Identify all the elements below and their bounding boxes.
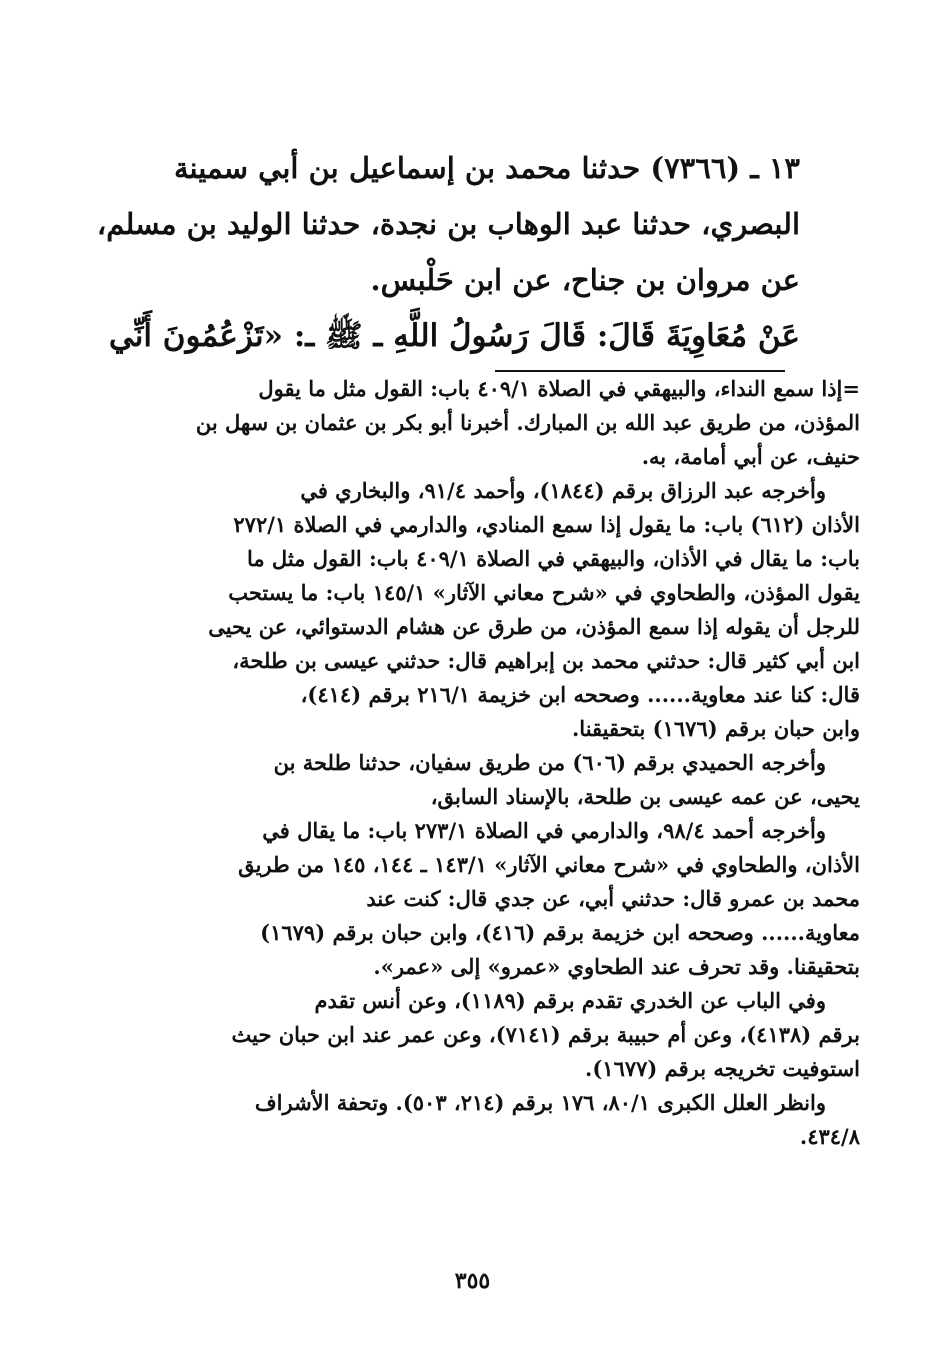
footnote-line: يقول المؤذن، والطحاوي في «شرح معاني الآثار» ١٤٥/١ باب: ما يستحب bbox=[228, 580, 860, 605]
footnote-line: =إذا سمع النداء، والبيهقي في الصلاة ٤٠٩/١ باب: القول مثل ما يقول bbox=[258, 376, 860, 401]
footnote-line: للرجل أن يقوله إذا سمع المؤذن، من طرق عن هشام الدستوائي، عن يحيى bbox=[208, 614, 860, 639]
footnote-line: ٤٣٤/٨. bbox=[799, 1124, 860, 1149]
footnote-line: قال: كنا عند معاوية...... وصححه ابن خزيمة ٢١٦/١ برقم (٤١٤)، bbox=[300, 682, 860, 707]
footnote-line: وانظر العلل الكبرى ٨٠/١، ١٧٦ برقم (٢١٤، ٥٠٣). وتحفة الأشراف bbox=[254, 1090, 826, 1115]
footnote-paragraph-4 bbox=[160, 814, 860, 984]
footnote-line: المؤذن، من طريق عبد الله بن المبارك. أخبرنا أبو بكر بن عثمان بن سهل بن bbox=[195, 410, 860, 435]
footnote-line: يحيى، عن عمه عيسى بن طلحة، بالإسناد السابق، bbox=[430, 784, 860, 809]
footnote-line: بتحقيقنا. وقد تحرف عند الطحاوي «عمرو» إلى «عمر». bbox=[373, 954, 860, 979]
main-text-line-3: عن مروان بن جناح، عن ابن حَلْبس. bbox=[370, 263, 800, 297]
hadith-text-line: عَنْ مُعَاوِيَةَ قَالَ: قَالَ رَسُولُ اللَّهِ ـ ﷺ ـ: «تَزْعُمُونَ أَنِّي bbox=[108, 318, 800, 354]
footnote-paragraph-5 bbox=[160, 984, 860, 1086]
footnote-line: برقم (٤١٣٨)، وعن أم حبيبة برقم (٧١٤١)، وعن عمر عند ابن حبان حيث bbox=[231, 1022, 860, 1047]
footnote-line: معاوية...... وصححه ابن خزيمة برقم (٤١٦)، وابن حبان برقم (١٦٧٩) bbox=[260, 920, 860, 945]
footnote-paragraph-6 bbox=[160, 1086, 860, 1154]
hadith-chain-text bbox=[96, 140, 800, 308]
footnote-line: وأخرجه أحمد ٩٨/٤، والدارمي في الصلاة ٢٧٣/١ باب: ما يقال في bbox=[262, 818, 826, 843]
main-text-line-2: البصري، حدثنا عبد الوهاب بن نجدة، حدثنا الوليد بن مسلم، bbox=[96, 207, 800, 241]
footnote-line: وأخرجه عبد الرزاق برقم (١٨٤٤)، وأحمد ٩١/٤، والبخاري في bbox=[300, 478, 826, 503]
footnote-line: محمد بن عمرو قال: حدثني أبي، عن جدي قال: كنت عند bbox=[366, 886, 860, 911]
footnote-line: الأذان (٦١٢) باب: ما يقول إذا سمع المنادي، والدارمي في الصلاة ٢٧٢/١ bbox=[233, 512, 860, 537]
footnote-line: باب: ما يقال في الأذان، والبيهقي في الصلاة ٤٠٩/١ باب: القول مثل ما bbox=[246, 546, 860, 571]
footnotes bbox=[160, 372, 860, 1154]
footnote-paragraph-2 bbox=[160, 474, 860, 746]
footnote-paragraph-1 bbox=[160, 372, 860, 474]
footnote-line: الأذان، والطحاوي في «شرح معاني الآثار» ١٤٣/١ ـ ١٤٤، ١٤٥ من طريق bbox=[238, 852, 860, 877]
main-text-line-1: ١٣ ـ (٧٣٦٦) حدثنا محمد بن إسماعيل بن أبي سمينة bbox=[173, 151, 800, 185]
page-number: ٣٥٥ bbox=[454, 1268, 491, 1294]
footnote-paragraph-3 bbox=[160, 746, 860, 814]
footnote-line: وأخرجه الحميدي برقم (٦٠٦) من طريق سفيان، حدثنا طلحة بن bbox=[273, 750, 826, 775]
footnote-line: استوفيت تخريجه برقم (١٦٧٧). bbox=[585, 1056, 860, 1081]
footnote-line: وفي الباب عن الخدري تقدم برقم (١١٨٩)، وعن أنس تقدم bbox=[314, 988, 826, 1013]
footnote-line: ابن أبي كثير قال: حدثني محمد بن إبراهيم قال: حدثني عيسى بن طلحة، bbox=[232, 648, 860, 673]
footnote-line: وابن حبان برقم (١٦٧٦) بتحقيقنا. bbox=[571, 716, 860, 741]
footnote-line: حنيف، عن أبي أمامة، به. bbox=[641, 444, 860, 469]
